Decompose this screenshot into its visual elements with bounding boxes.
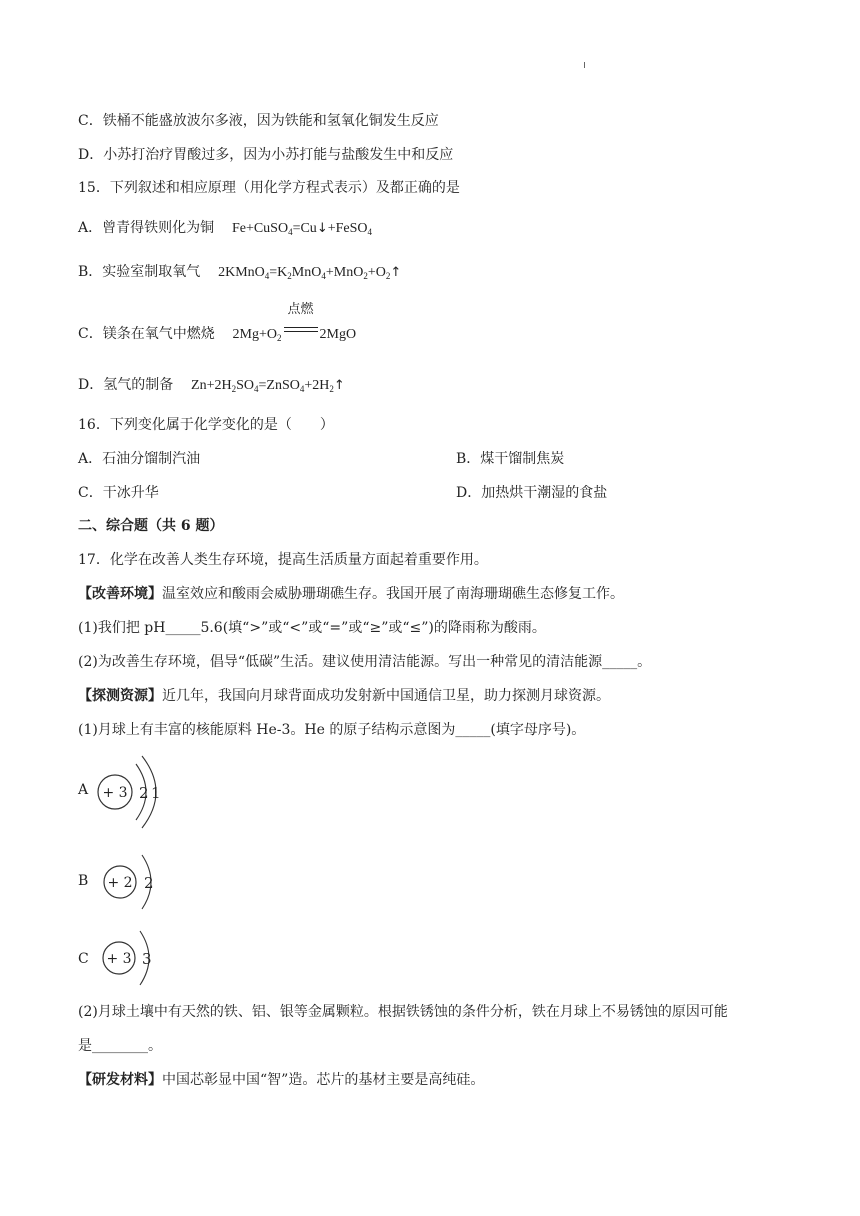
q15-option-c-text: C．镁条在氧气中燃烧 <box>78 326 215 342</box>
q15-option-a-text: A．曾青得铁则化为铜 <box>78 220 215 236</box>
explore-question-2-line2: 是________。 <box>78 1038 162 1054</box>
q17-stem: 17．化学在改善人类生存环境，提高生活质量方面起着重要作用。 <box>78 552 488 568</box>
q15-option-b <box>78 262 401 283</box>
q16-option-c: C．干冰升华 <box>78 485 159 501</box>
nucleus-charge: + 2 <box>107 875 133 891</box>
explore-text: 近几年，我国向月球背面成功发射新中国通信卫星，助力探测月球资源。 <box>162 688 610 704</box>
q15-option-c <box>78 301 357 345</box>
shell-electrons-2: 1 <box>151 784 161 802</box>
q15-option-d <box>78 375 345 396</box>
shell-electrons-1: 2 <box>144 874 154 892</box>
atom-label: C <box>78 951 89 967</box>
reaction-condition-label: 点燃 <box>287 301 314 316</box>
page-tick-mark <box>584 62 585 68</box>
section-heading: 二、综合题（共 6 题） <box>78 518 224 534</box>
q16-option-d: D．加热烘干潮湿的食盐 <box>456 485 608 501</box>
q14-option-d: D．小苏打治疗胃酸过多，因为小苏打能与盐酸发生中和反应 <box>78 147 454 163</box>
q14-option-c: C．铁桶不能盛放波尔多液，因为铁能和氢氧化铜发生反应 <box>78 113 439 129</box>
atom-diagram-a <box>78 752 218 832</box>
material-tag: 【研发材料】 <box>78 1072 162 1088</box>
nucleus-charge: + 3 <box>102 785 128 801</box>
q15-option-d-equation: $Zn+2H_2SO_4=ZnSO_4+2H_2↑$ <box>191 378 345 394</box>
q15-option-c-equation: $2Mg+O_2$ 点燃 2MgO <box>232 301 357 343</box>
atom-diagram-b <box>78 847 218 917</box>
q16-option-b: B．煤干馏制焦炭 <box>456 451 565 467</box>
q15-option-b-equation: $2KMnO_4=K_2MnO_4+MnO_2+O_2↑$ <box>218 265 402 281</box>
environment-text: 温室效应和酸雨会威胁珊瑚礁生存。我国开展了南海珊瑚礁生态修复工作。 <box>162 586 624 602</box>
q15-option-b-text: B．实验室制取氧气 <box>78 264 201 280</box>
shell-electrons-1: 2 <box>139 784 149 802</box>
q16-options-row1 <box>78 449 778 469</box>
material-paragraph <box>78 1070 484 1090</box>
atom-diagram-c <box>78 925 218 995</box>
nucleus-charge: + 3 <box>106 951 132 967</box>
atom-label: B <box>78 873 89 889</box>
environment-question-2: (2)为改善生存环境，倡导“低碳”生活。建议使用清洁能源。写出一种常见的清洁能源_____。 <box>78 654 652 670</box>
shell-electrons-1: 3 <box>142 950 152 968</box>
explore-tag: 【探测资源】 <box>78 688 162 704</box>
atom-label: A <box>78 782 89 798</box>
q15-option-a-equation: Fe+CuSO$_4$=Cu↓+FeSO$_4$ <box>231 221 373 237</box>
environment-tag: 【改善环境】 <box>78 586 162 602</box>
explore-question-1: (1)月球上有丰富的核能原料 He-3。He 的原子结构示意图为_____(填字母序号)。 <box>78 722 586 738</box>
atom-structure <box>78 752 218 832</box>
atom-structure <box>78 925 218 995</box>
q16-options-row2 <box>78 483 778 503</box>
material-text: 中国芯彰显中国“智”造。芯片的基材主要是高纯硅。 <box>162 1072 485 1088</box>
environment-question-1: (1)我们把 pH_____5.6(填“>”或“<”或“=”或“≥”或“≤”)的降雨称为酸雨。 <box>78 620 546 636</box>
equals-bar <box>284 327 318 332</box>
explore-paragraph <box>78 686 610 706</box>
q16-stem: 16．下列变化属于化学变化的是（ ） <box>78 417 334 433</box>
explore-question-2-line1: (2)月球土壤中有天然的铁、铝、银等金属颗粒。根据铁锈蚀的条件分析，铁在月球上不易锈蚀的原因可能 <box>78 1004 728 1020</box>
reaction-condition <box>283 301 319 338</box>
q16-option-a: A．石油分馏制汽油 <box>78 451 201 467</box>
q15-option-d-text: D．氢气的制备 <box>78 377 174 393</box>
atom-structure <box>78 847 218 917</box>
environment-paragraph <box>78 584 624 604</box>
q15-option-a <box>78 218 372 239</box>
q15-stem: 15．下列叙述和相应原理（用化学方程式表示）及都正确的是 <box>78 180 460 196</box>
